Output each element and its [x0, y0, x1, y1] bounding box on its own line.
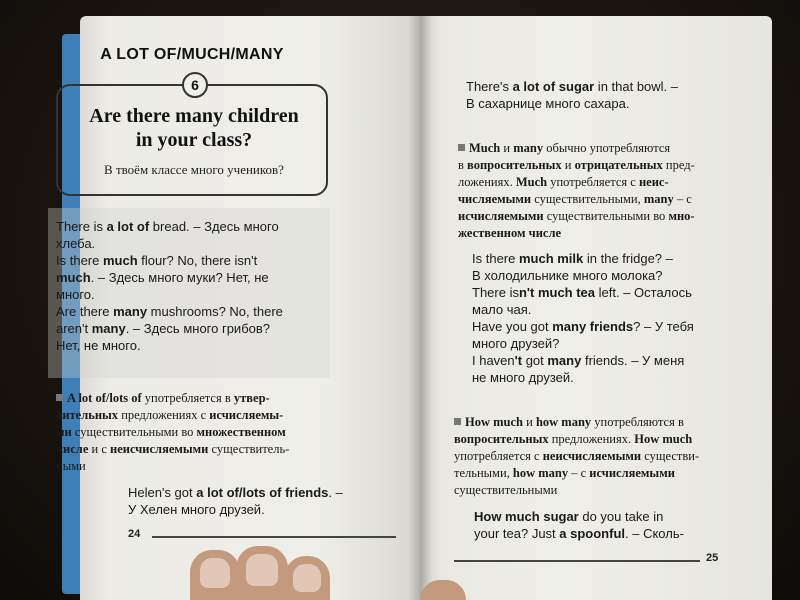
example-1: There is a lot of bread. – Здесь много хлеба. Is there much flour? No, there isn't much. – Здесь много муки? Нет, не много. Are there many mushrooms? No, there aren't many. – Здесь много грибов? Нет, не много.	[56, 219, 283, 353]
fingernail-3	[293, 564, 321, 592]
bullet-icon	[458, 144, 465, 151]
rule-how-much: How much и how many употребляются в вопросительных предложениях. How much употребляется с неисчисляемыми существи- тельными, how many – с исчисляемыми существительными	[454, 415, 700, 497]
lesson-number: 6	[182, 72, 208, 98]
lesson-box	[56, 77, 328, 196]
chapter-title: A LOT OF/MUCH/MANY	[100, 46, 284, 63]
page-number-right: 25	[706, 552, 719, 564]
footer-line-left	[152, 536, 396, 538]
lesson-subtitle: В твоём классе много учеников?	[104, 162, 284, 177]
footer-line-right	[454, 560, 700, 562]
lesson-heading-line-1: Are there many children	[89, 105, 299, 127]
book-gutter	[408, 16, 432, 600]
lesson-heading	[66, 104, 322, 152]
rule-a-lot-of: A lot of/lots of употребляется в утвер- дительных предложениях с исчисляемы- ми существительными во множественном числе и с неисчисляемыми существитель- ными	[56, 391, 290, 473]
bullet-icon	[454, 418, 461, 425]
examples-much-many: Is there much milk in the fridge? – В холодильнике много молока? There isn't much tea left. – Осталось мало чая. Have you got many friends? – У тебя много друзей? I haven't got many friends. – У меня не много друзей.	[472, 251, 694, 385]
example-sugar: There's a lot of sugar in that bowl. – В сахарнице много сахара.	[466, 79, 679, 111]
example-helen: Helen's got a lot of/lots of friends. – У Хелен много друзей.	[128, 485, 343, 517]
rule-much-many: Much и many обычно употребляются в вопросительных и отрицательных пред- ложениях. Much употребляется с неис- числяемыми существительными, many – с исчисляемыми существительными во мно- жественном числе	[458, 141, 695, 240]
fingernail-2	[246, 554, 278, 586]
fingernail-1	[200, 558, 230, 588]
bullet-icon	[56, 394, 63, 401]
page-number-left: 24	[128, 528, 141, 540]
lesson-heading-line-2: in your class?	[135, 129, 253, 151]
example-how-much-sugar: How much sugar do you take in your tea? Just a spoonful. – Сколь-	[474, 509, 684, 541]
